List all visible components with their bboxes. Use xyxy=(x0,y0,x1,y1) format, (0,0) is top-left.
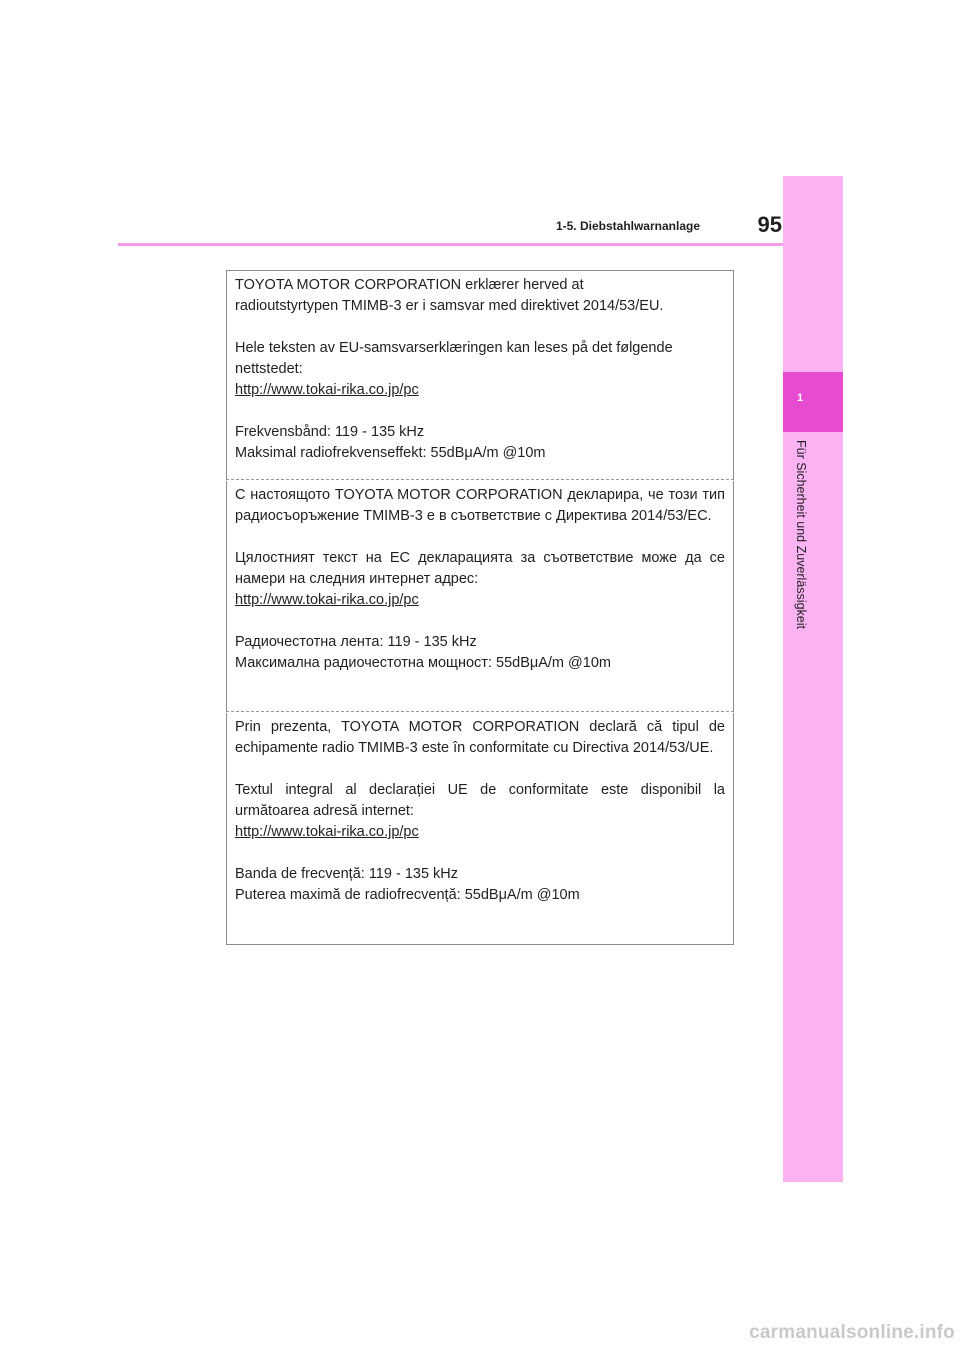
frequency-band: Радиочестотна лента: 119 - 135 kHz xyxy=(235,634,477,650)
declaration-text: TOYOTA MOTOR CORPORATION erklærer herved at xyxy=(235,277,584,293)
frequency-band: Frekvensbånd: 119 - 135 kHz xyxy=(235,424,425,440)
fulltext-info: Hele teksten av EU-samsvarserklæringen kan leses på det følgende xyxy=(235,340,673,356)
max-power: Maksimal radiofrekvenseffekt: 55dBμA/m @10m xyxy=(235,445,546,461)
max-power: Максимална радиочестотна мощност: 55dBμA/m @10m xyxy=(235,655,611,671)
fulltext-info-cont: nettstedet: xyxy=(235,361,303,377)
chapter-side-tab xyxy=(783,176,843,1182)
fulltext-info: Textul integral al declarației UE de conformitate este disponibil la următoarea adresă internet: xyxy=(235,782,725,819)
declaration-box-bulgarian xyxy=(226,481,734,712)
section-title: 1-5. Diebstahlwarnanlage xyxy=(555,219,700,233)
watermark: carmanualsonline.info xyxy=(749,1322,955,1343)
declaration-link[interactable]: http://www.tokai-rika.co.jp/pc xyxy=(235,824,419,840)
fulltext-info: Цялостният текст на ЕС декларацията за съответствие може да се намери на следния интернет адрес: xyxy=(235,550,725,587)
header-rule xyxy=(118,243,783,246)
declaration-text: Prin prezenta, TOYOTA MOTOR CORPORATION declară că tipul de echipamente radio TMIMB-3 este în conformitate cu Directiva 2014/53/UE. xyxy=(235,719,725,756)
max-power: Puterea maximă de radiofrecvență: 55dBμA/m @10m xyxy=(235,887,580,903)
chapter-label: Für Sicherheit und Zuverlässigkeit xyxy=(794,440,808,629)
page-number: 95 xyxy=(757,212,782,237)
declaration-text: С настоящото TOYOTA MOTOR CORPORATION декларира, че този тип радиосъоръжение TMIMB-3 е в съответствие с Директива 2014/53/ЕС. xyxy=(235,487,725,524)
declaration-link[interactable]: http://www.tokai-rika.co.jp/pc xyxy=(235,592,419,608)
declaration-box-romanian xyxy=(226,713,734,945)
declaration-text-cont: radioutstyrtypen TMIMB-3 er i samsvar med direktivet 2014/53/EU. xyxy=(235,298,664,314)
declaration-box-norwegian xyxy=(226,270,734,480)
frequency-band: Banda de frecvență: 119 - 135 kHz xyxy=(235,866,459,882)
chapter-number: 1 xyxy=(796,392,804,404)
declaration-link[interactable]: http://www.tokai-rika.co.jp/pc xyxy=(235,382,419,398)
